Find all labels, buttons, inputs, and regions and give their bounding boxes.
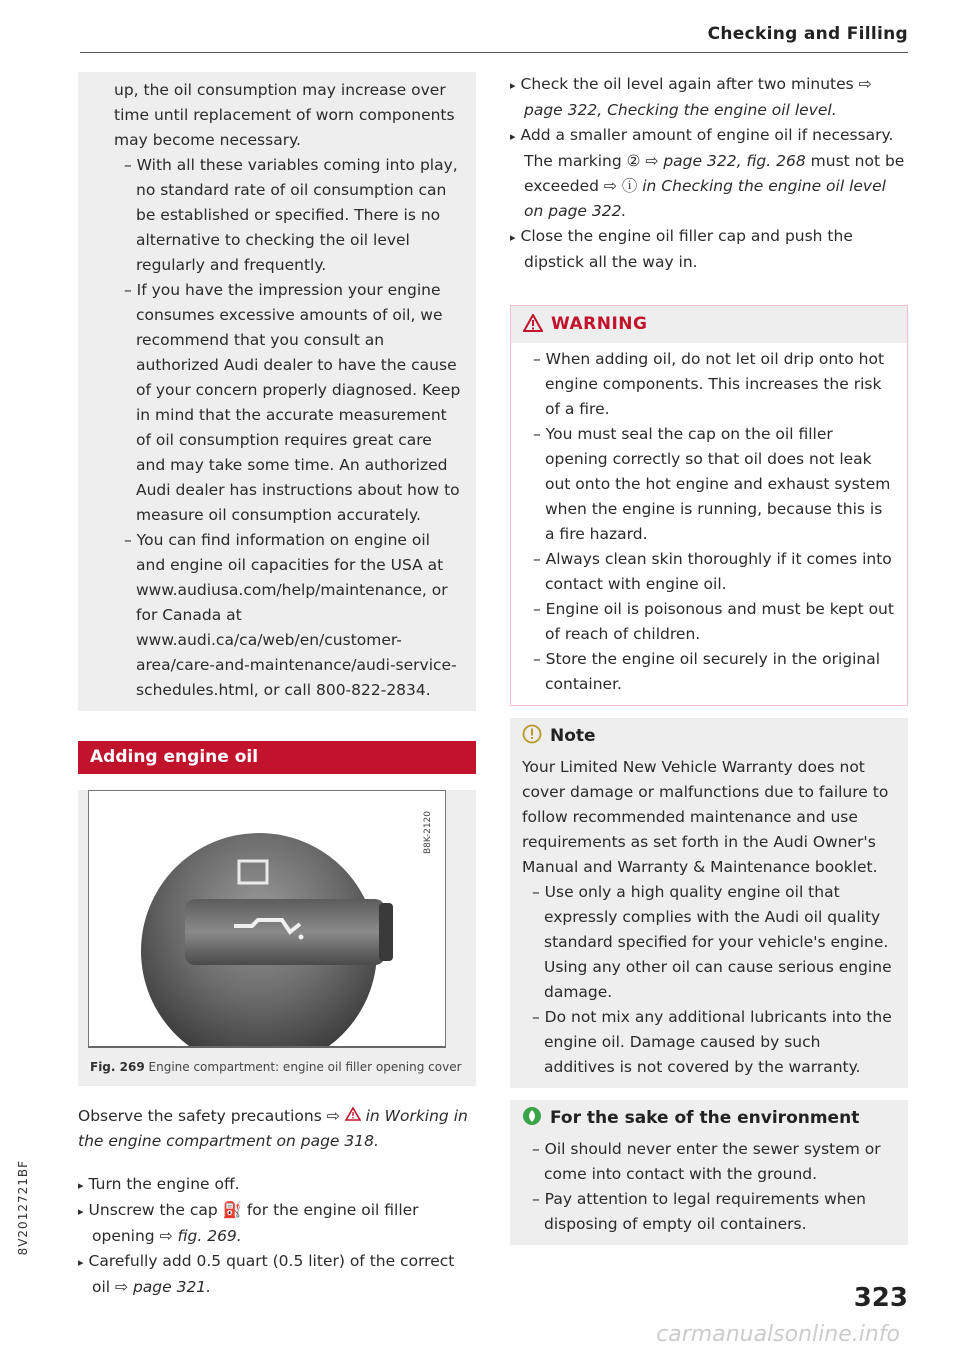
figure-link[interactable]: page 322, fig. 268 <box>663 152 806 170</box>
list-item: – You must seal the cap on the oil filler opening correctly so that oil does not leak out onto the hot engine and exhaust system when the engine is running, because this is a fire hazard. <box>533 425 891 543</box>
figure-link[interactable]: fig. 269. <box>177 1227 242 1245</box>
environment-icon <box>522 1106 542 1126</box>
environment-box <box>510 1100 908 1245</box>
figure-269 <box>78 790 476 1086</box>
step-item: ▸ Add a smaller amount of engine oil if necessary. The marking ② ⇨ page 322, fig. 268 must not be exceeded ⇨ ⓘ in Checking the engine oil level on page 322. <box>510 123 908 224</box>
oil-consumption-box <box>78 72 476 711</box>
list-item: – Use only a high quality engine oil that expressly complies with the Audi oil quality standard specified for your vehicle's engine. Using any other oil can cause serious engine damage. <box>532 883 892 1001</box>
warning-header <box>511 306 907 343</box>
list-item: – Oil should never enter the sewer system or come into contact with the ground. <box>532 1140 881 1183</box>
list-item: – Always clean skin thoroughly if it comes into contact with engine oil. <box>533 550 892 593</box>
page-number: 323 <box>853 1283 908 1313</box>
note-header <box>510 718 908 755</box>
chapter-title: Checking and Filling <box>707 24 908 44</box>
watermark-logo: carmanualsonline.info <box>656 1322 900 1347</box>
step-item: ▸ Unscrew the cap ⛽ for the engine oil filler opening ⇨ fig. 269. <box>78 1198 476 1249</box>
step-item: ▸ Close the engine oil filler cap and push the dipstick all the way in. <box>510 224 908 275</box>
list-item: – When adding oil, do not let oil drip onto hot engine components. This increases the risk of a fire. <box>533 350 885 418</box>
info-circle-icon <box>522 724 542 744</box>
warning-box <box>510 305 908 706</box>
warning-triangle-icon <box>523 314 543 332</box>
note-title: Note <box>550 726 596 746</box>
note-box <box>510 718 908 1088</box>
environment-header <box>510 1100 908 1137</box>
warning-body <box>511 343 907 705</box>
right-steps <box>510 72 908 275</box>
list-item: – Store the engine oil securely in the original container. <box>533 650 881 693</box>
note-body <box>510 755 908 1088</box>
oil-cap-illustration <box>89 791 445 1046</box>
environment-title: For the sake of the environment <box>550 1108 860 1128</box>
list-item: – Pay attention to legal requirements when disposing of empty oil containers. <box>532 1190 866 1233</box>
list-item: – Engine oil is poisonous and must be kept out of reach of children. <box>533 600 894 643</box>
observe-reference-link[interactable]: in Working in the engine compartment on page 318. <box>78 1107 468 1150</box>
document-code: 8V2012721BF <box>16 1160 30 1256</box>
section-title: Adding engine oil <box>78 741 476 774</box>
header-divider <box>80 52 908 53</box>
observe-paragraph <box>78 1104 476 1154</box>
step-item: ▸ Turn the engine off. <box>78 1172 476 1198</box>
warning-title: WARNING <box>551 314 648 334</box>
list-item: – Do not mix any additional lubricants into the engine oil. Damage caused by such additives is not covered by the warranty. <box>532 1008 892 1076</box>
environment-body <box>510 1137 908 1245</box>
left-steps <box>78 1172 476 1300</box>
step-item: ▸ Carefully add 0.5 quart (0.5 liter) of the correct oil ⇨ page 321. <box>78 1249 476 1300</box>
caption-label: Fig. 269 <box>90 1060 145 1074</box>
page-link[interactable]: in Checking the engine oil level on page 322. <box>524 177 886 220</box>
left-column <box>78 72 476 1300</box>
list-item: – If you have the impression your engine consumes excessive amounts of oil, we recommend that you consult an authorized Audi dealer to have the cause of your concern properly diagnosed. Keep in mind that the accurate measurement of oil consumption requires great care and may take some time. An authorized Audi dealer has instructions about how to measure oil consumption accurately. <box>124 281 461 524</box>
oil-filler-cap-image <box>88 790 446 1048</box>
caption-text: Engine compartment: engine oil filler opening cover <box>148 1060 462 1074</box>
page-link[interactable]: ⇨ page 322, Checking the engine oil level. <box>524 75 872 119</box>
figure-code: B8K-2120 <box>423 811 433 855</box>
right-column <box>510 72 908 1245</box>
list-item: – With all these variables coming into play, no standard rate of oil consumption can be established or specified. There is no alternative to checking the oil level regularly and frequently. <box>124 156 458 274</box>
figure-caption <box>90 1058 464 1076</box>
intro-continuation: up, the oil consumption may increase over time until replacement of worn components may become necessary. <box>114 81 455 149</box>
note-intro: Your Limited New Vehicle Warranty does not cover damage or malfunctions due to failure to follow recommended maintenance and use requirements as set forth in the Audi Owner's Manual and Warranty & Maintenance booklet. <box>522 758 889 876</box>
page-link[interactable]: page 321. <box>132 1278 212 1296</box>
list-item: – You can find information on engine oil and engine oil capacities for the USA at www.audiusa.com/help/maintenance, or for Canada at www.audi.ca/ca/web/en/customer-area/care-and-maintenance/audi-service-schedules.html, or call 800-822-2834. <box>124 531 457 699</box>
observe-prefix: Observe the safety precautions ⇨ <box>78 1107 345 1125</box>
step-item: ▸ Check the oil level again after two minutes ⇨ page 322, Checking the engine oil level. <box>510 72 908 123</box>
warning-triangle-icon <box>345 1107 361 1121</box>
